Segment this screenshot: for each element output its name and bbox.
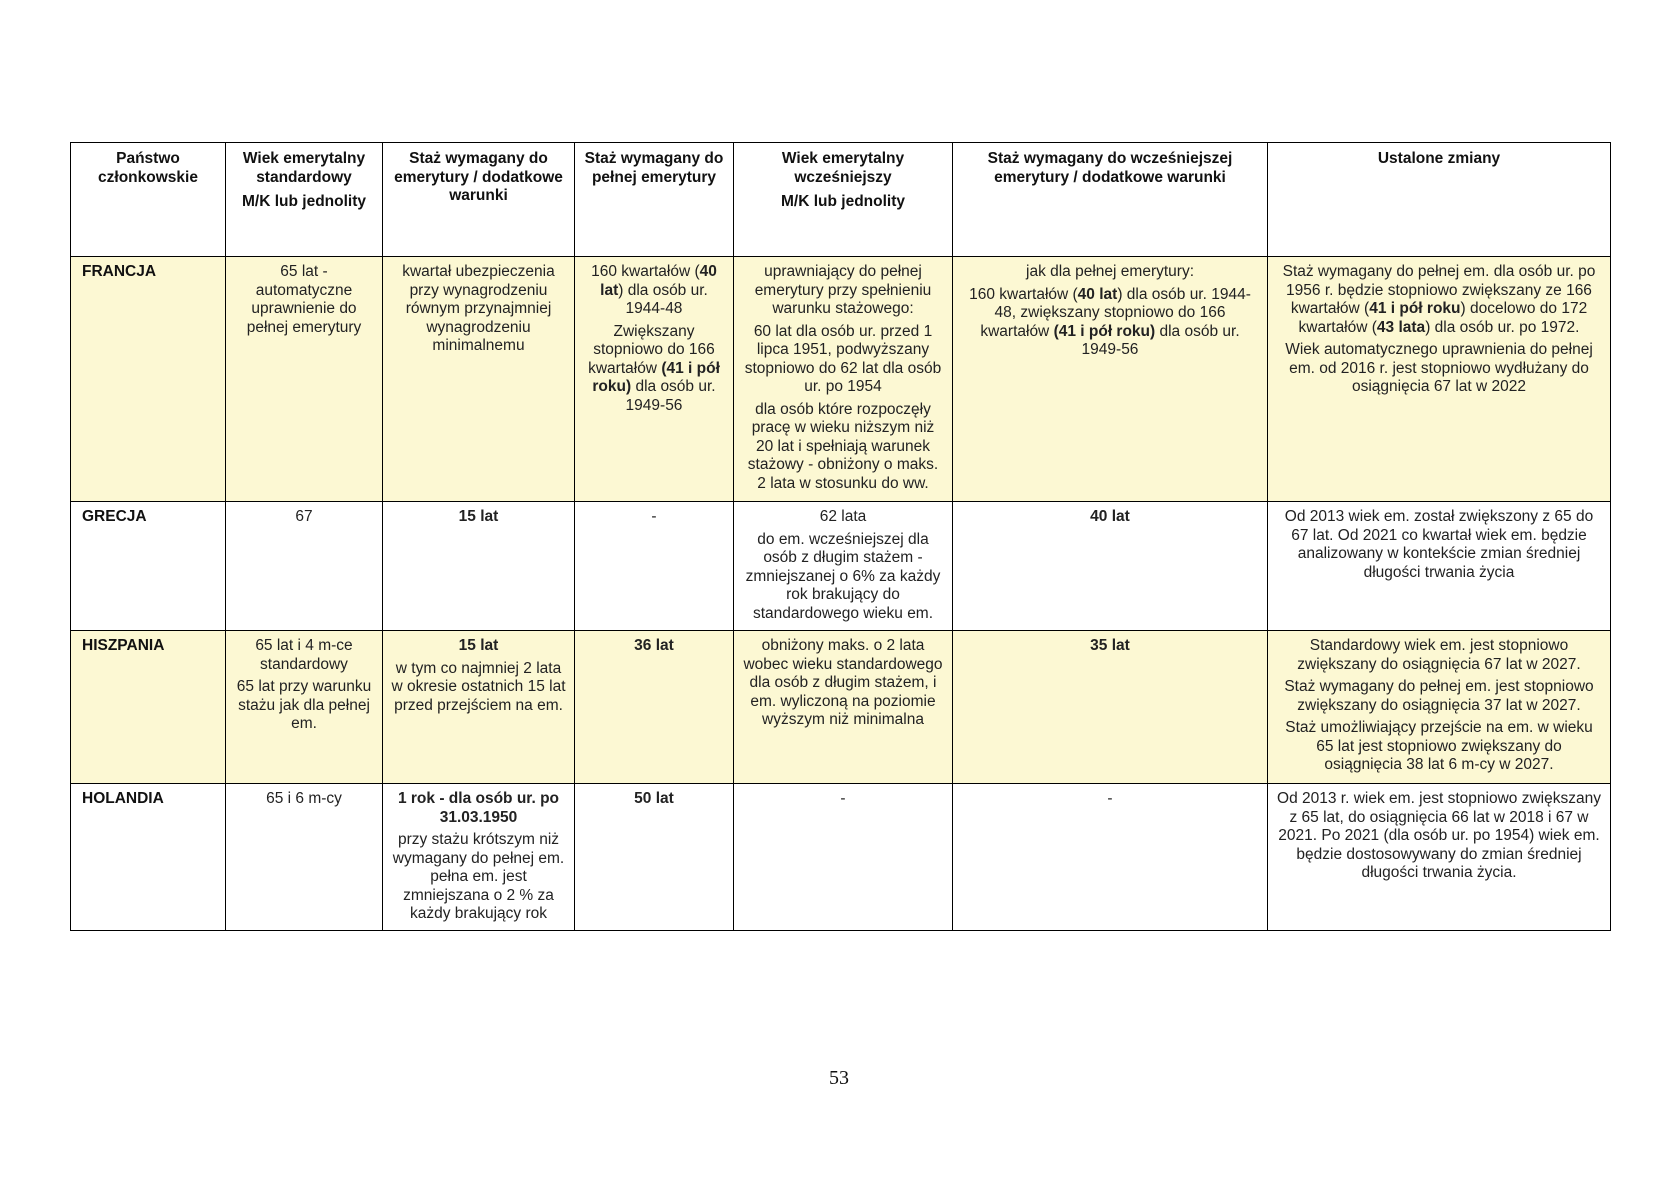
early-age-text: dla osób które rozpoczęły pracę w wieku niższym niż 20 lat i spełniają warunek stażowy - obniżony o maks. 2 lata w stosunku do ww.	[747, 400, 939, 492]
contribution-required-cell: 15 lat	[383, 502, 575, 631]
table-row-francja	[71, 257, 1611, 502]
early-contribution-cell: 35 lat	[953, 631, 1268, 784]
full-contribution-cell: -	[575, 502, 734, 631]
header-standard-age	[226, 143, 383, 257]
pension-comparison-table	[70, 142, 1611, 931]
country-cell: GRECJA	[71, 502, 226, 631]
header-early-contribution: Staż wymagany do wcześniejszej emerytury / dodatkowe warunki	[953, 143, 1268, 257]
changes-cell	[1268, 257, 1611, 502]
early-contribution-cell: 40 lat	[953, 502, 1268, 631]
header-changes: Ustalone zmiany	[1268, 143, 1611, 257]
early-contribution-text: jak dla pełnej emerytury:	[1026, 263, 1194, 280]
header-contribution-required: Staż wymagany do emerytury / dodatkowe warunki	[383, 143, 575, 257]
country-cell: HOLANDIA	[71, 784, 226, 931]
full-contribution-cell: 50 lat	[575, 784, 734, 931]
text-part: ) dla osób ur. 1944-48, zwiększany stopniowo do 166 kwartałów	[980, 285, 1251, 340]
contribution-required-cell	[383, 631, 575, 784]
full-contribution-text	[583, 323, 725, 416]
text-part: 160 kwartałów (	[591, 263, 700, 280]
full-contribution-cell	[575, 257, 734, 502]
changes-text: Standardowy wiek em. jest stopniowo zwiększany do osiągnięcia 67 lat w 2027.	[1297, 637, 1581, 673]
country-cell: FRANCJA	[71, 257, 226, 502]
header-early-age	[734, 143, 953, 257]
country-cell: HISZPANIA	[71, 631, 226, 784]
early-age-text: 62 lata	[819, 508, 867, 525]
early-age-text: 60 lat dla osób ur. przed 1 lipca 1951, podwyższany stopniowo do 62 lat dla osób ur. po 1954	[744, 322, 942, 395]
contribution-required-cell: kwartał ubezpieczenia przy wynagrodzeniu równym przynajmniej wynagrodzeniu minimalnemu	[383, 257, 575, 502]
early-age-cell: obniżony maks. o 2 lata wobec wieku standardowego dla osób z długim stażem, i em. wyliczoną na poziomie wyższym niż minimalna	[734, 631, 953, 784]
text-part-bold: 43 lata	[1376, 318, 1426, 336]
standard-age-text: 65 lat i 4 m-ce standardowy	[255, 637, 353, 673]
changes-cell	[1268, 631, 1611, 784]
text-part-bold: (41 i pół roku)	[1053, 322, 1156, 340]
header-standard-age-title: Wiek emerytalny standardowy	[242, 150, 366, 186]
table-row-grecja	[71, 502, 1611, 631]
text-part-bold: 40 lat	[1077, 285, 1118, 303]
header-early-age-sub: M/K lub jednolity	[781, 193, 905, 210]
text-part: ) dla osób ur. po 1972.	[1425, 318, 1580, 336]
standard-age-cell: 67	[226, 502, 383, 631]
standard-age-text: 65 lat przy warunku stażu jak dla pełnej em.	[236, 678, 372, 732]
text-part: ) dla osób ur. 1944-48	[618, 281, 708, 317]
contribution-required-text: 1 rok - dla osób ur. po 31.03.1950	[397, 790, 560, 826]
early-age-text: uprawniający do pełnej emerytury przy spełnieniu warunku stażowego:	[754, 263, 932, 317]
changes-text: Wiek automatycznego uprawnienia do pełnej em. od 2016 r. jest stopniowo wydłużany do osiągnięcia 67 lat w 2022	[1285, 341, 1593, 395]
header-row	[71, 143, 1611, 257]
changes-text	[1276, 263, 1602, 337]
standard-age-cell: 65 lat - automatyczne uprawnienie do pełnej emerytury	[226, 257, 383, 502]
early-age-cell	[734, 257, 953, 502]
text-part-bold: (41 i pół roku)	[592, 359, 720, 395]
header-early-age-title: Wiek emerytalny wcześniejszy	[781, 150, 905, 186]
text-part: ) docelowo do 172 kwartałów (	[1298, 300, 1588, 336]
changes-text: Staż wymagany do pełnej em. jest stopniowo zwiększany do osiągnięcia 37 lat w 2027.	[1284, 678, 1594, 714]
text-part: Staż wymagany do pełnej em. dla osób ur. po 1956 r. będzie stopniowo zwiększany ze 166 kwartałów (	[1282, 263, 1596, 317]
text-part-bold: 41 i pół roku	[1369, 300, 1461, 317]
table-row-holandia	[71, 784, 1611, 931]
early-contribution-text	[961, 286, 1259, 360]
changes-cell: Od 2013 wiek em. został zwiększony z 65 do 67 lat. Od 2021 co kwartał wiek em. będzie analizowany w kontekście zmian średniej długości trwania życia	[1268, 502, 1611, 631]
early-contribution-cell	[953, 257, 1268, 502]
table-row-hiszpania	[71, 631, 1611, 784]
header-country: Państwo członkowskie	[71, 143, 226, 257]
standard-age-cell: 65 i 6 m-cy	[226, 784, 383, 931]
changes-cell: Od 2013 r. wiek em. jest stopniowo zwiększany z 65 lat, do osiągnięcia 66 lat w 2018 i 67 w 2021. Po 2021 (dla osób ur. po 1954) wiek em. będzie dostosowywany do zmian średniej długości trwania życia.	[1268, 784, 1611, 931]
text-part: 160 kwartałów (	[969, 285, 1078, 303]
changes-text: Staż umożliwiający przejście na em. w wieku 65 lat jest stopniowo zwiększany do osiągnięcia 38 lat 6 m-cy w 2027.	[1285, 719, 1593, 773]
early-contribution-cell: -	[953, 784, 1268, 931]
page-number: 53	[829, 1067, 849, 1089]
standard-age-cell	[226, 631, 383, 784]
contribution-required-text: przy stażu krótszym niż wymagany do pełnej em. pełna em. jest zmniejszana o 2 % za każdy brakujący rok	[392, 831, 565, 922]
early-age-text: do em. wcześniejszej dla osób z długim stażem - zmniejszanej o 6% za każdy rok brakujący do standardowego wieku em.	[745, 530, 941, 622]
early-age-cell: -	[734, 784, 953, 931]
full-contribution-text	[583, 263, 725, 319]
text-part-bold: 40 lat	[600, 263, 717, 299]
text-part: dla osób ur. 1949-56	[1081, 322, 1240, 358]
contribution-required-text: 15 lat	[458, 637, 499, 654]
contribution-required-cell	[383, 784, 575, 931]
early-age-cell	[734, 502, 953, 631]
header-standard-age-sub: M/K lub jednolity	[242, 193, 366, 210]
contribution-required-text: w tym co najmniej 2 lata w okresie ostatnich 15 lat przed przejściem na em.	[391, 659, 566, 714]
header-full-contribution: Staż wymagany do pełnej emerytury	[575, 143, 734, 257]
text-part: Zwiększany stopniowo do 166 kwartałów	[588, 322, 715, 377]
text-part: dla osób ur. 1949-56	[625, 378, 716, 414]
full-contribution-cell: 36 lat	[575, 631, 734, 784]
